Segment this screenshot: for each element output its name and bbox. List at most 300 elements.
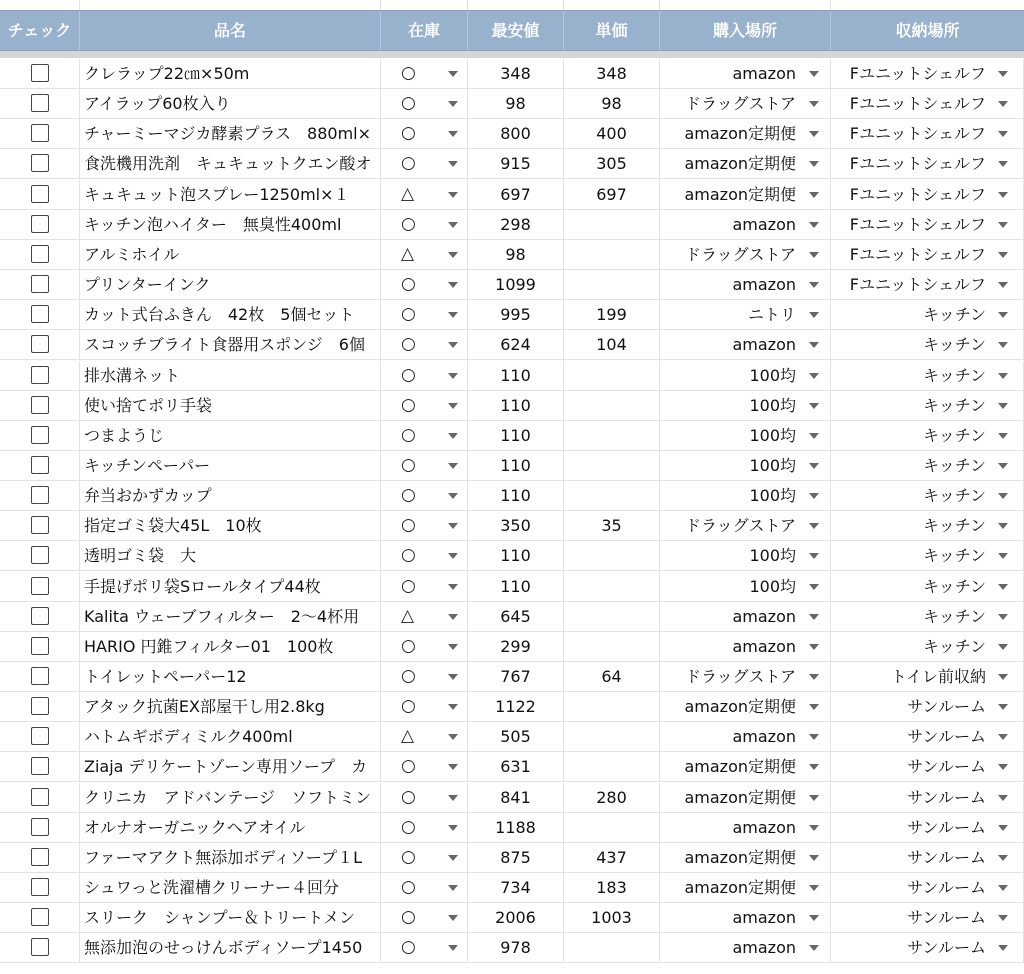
min-price-cell[interactable]: 98: [468, 240, 564, 269]
storage-place-cell[interactable]: [831, 813, 1024, 842]
chevron-down-icon[interactable]: [808, 481, 820, 510]
row-checkbox[interactable]: [31, 818, 49, 836]
unit-price-cell[interactable]: 348: [564, 59, 660, 88]
unit-price-cell[interactable]: 183: [564, 873, 660, 902]
chevron-down-icon[interactable]: [808, 89, 820, 118]
storage-place-cell[interactable]: [831, 391, 1024, 420]
unit-price-cell[interactable]: 64: [564, 662, 660, 691]
storage-place-cell[interactable]: [831, 59, 1024, 88]
name-cell[interactable]: ファーマアクト無添加ボディソープ１L: [80, 843, 381, 872]
stock-cell[interactable]: [381, 59, 468, 88]
storage-place-cell[interactable]: [831, 662, 1024, 691]
purchase-place-cell[interactable]: [660, 391, 831, 420]
purchase-place-cell[interactable]: [660, 722, 831, 751]
min-price-cell[interactable]: 995: [468, 300, 564, 329]
chevron-down-icon[interactable]: [997, 752, 1009, 781]
chevron-down-icon[interactable]: [447, 330, 459, 359]
storage-place-cell[interactable]: [831, 632, 1024, 661]
chevron-down-icon[interactable]: [808, 421, 820, 450]
storage-place-cell[interactable]: [831, 722, 1024, 751]
unit-price-cell[interactable]: [564, 572, 660, 601]
row-checkbox[interactable]: [31, 64, 49, 82]
row-checkbox[interactable]: [31, 94, 49, 112]
row-checkbox[interactable]: [31, 637, 49, 655]
row-checkbox[interactable]: [31, 727, 49, 745]
storage-place-cell[interactable]: [831, 933, 1024, 962]
min-price-cell[interactable]: 110: [468, 361, 564, 390]
name-cell[interactable]: 使い捨てポリ手袋: [80, 391, 381, 420]
chevron-down-icon[interactable]: [447, 873, 459, 902]
chevron-down-icon[interactable]: [997, 813, 1009, 842]
storage-place-cell[interactable]: [831, 843, 1024, 872]
min-price-cell[interactable]: 505: [468, 722, 564, 751]
purchase-place-cell[interactable]: [660, 541, 831, 570]
unit-price-cell[interactable]: [564, 632, 660, 661]
chevron-down-icon[interactable]: [808, 541, 820, 570]
stock-cell[interactable]: [381, 602, 468, 631]
purchase-place-cell[interactable]: [660, 692, 831, 721]
chevron-down-icon[interactable]: [808, 210, 820, 239]
storage-place-cell[interactable]: [831, 783, 1024, 812]
purchase-place-cell[interactable]: [660, 240, 831, 269]
purchase-place-cell[interactable]: [660, 752, 831, 781]
storage-place-cell[interactable]: [831, 481, 1024, 510]
min-price-cell[interactable]: 110: [468, 572, 564, 601]
unit-price-cell[interactable]: [564, 481, 660, 510]
unit-price-cell[interactable]: 305: [564, 149, 660, 178]
chevron-down-icon[interactable]: [447, 59, 459, 88]
min-price-cell[interactable]: 645: [468, 602, 564, 631]
chevron-down-icon[interactable]: [447, 752, 459, 781]
storage-place-cell[interactable]: [831, 119, 1024, 148]
row-checkbox[interactable]: [31, 185, 49, 203]
chevron-down-icon[interactable]: [447, 632, 459, 661]
chevron-down-icon[interactable]: [808, 511, 820, 540]
unit-price-cell[interactable]: [564, 752, 660, 781]
chevron-down-icon[interactable]: [808, 240, 820, 269]
chevron-down-icon[interactable]: [447, 300, 459, 329]
min-price-cell[interactable]: 110: [468, 391, 564, 420]
row-checkbox[interactable]: [31, 456, 49, 474]
unit-price-cell[interactable]: 35: [564, 511, 660, 540]
chevron-down-icon[interactable]: [447, 89, 459, 118]
purchase-place-cell[interactable]: [660, 903, 831, 932]
purchase-place-cell[interactable]: [660, 149, 831, 178]
chevron-down-icon[interactable]: [447, 903, 459, 932]
stock-cell[interactable]: [381, 873, 468, 902]
chevron-down-icon[interactable]: [997, 330, 1009, 359]
purchase-place-cell[interactable]: [660, 511, 831, 540]
min-price-cell[interactable]: 350: [468, 511, 564, 540]
stock-cell[interactable]: [381, 783, 468, 812]
name-cell[interactable]: クレラップ22㎝×50m: [80, 59, 381, 88]
stock-cell[interactable]: [381, 240, 468, 269]
row-checkbox[interactable]: [31, 697, 49, 715]
chevron-down-icon[interactable]: [808, 843, 820, 872]
min-price-cell[interactable]: 299: [468, 632, 564, 661]
chevron-down-icon[interactable]: [808, 602, 820, 631]
chevron-down-icon[interactable]: [997, 451, 1009, 480]
name-cell[interactable]: Kalita ウェーブフィルター 2〜4杯用: [80, 602, 381, 631]
unit-price-cell[interactable]: 104: [564, 330, 660, 359]
min-price-cell[interactable]: 915: [468, 149, 564, 178]
stock-cell[interactable]: [381, 511, 468, 540]
min-price-cell[interactable]: 697: [468, 180, 564, 209]
chevron-down-icon[interactable]: [997, 903, 1009, 932]
chevron-down-icon[interactable]: [997, 481, 1009, 510]
row-checkbox[interactable]: [31, 908, 49, 926]
chevron-down-icon[interactable]: [997, 59, 1009, 88]
row-checkbox[interactable]: [31, 486, 49, 504]
chevron-down-icon[interactable]: [447, 391, 459, 420]
min-price-cell[interactable]: 875: [468, 843, 564, 872]
min-price-cell[interactable]: 110: [468, 481, 564, 510]
chevron-down-icon[interactable]: [808, 361, 820, 390]
storage-place-cell[interactable]: [831, 330, 1024, 359]
chevron-down-icon[interactable]: [997, 240, 1009, 269]
min-price-cell[interactable]: 841: [468, 783, 564, 812]
row-checkbox[interactable]: [31, 124, 49, 142]
name-cell[interactable]: ハトムギボディミルク400ml: [80, 722, 381, 751]
purchase-place-cell[interactable]: [660, 813, 831, 842]
purchase-place-cell[interactable]: [660, 119, 831, 148]
unit-price-cell[interactable]: [564, 602, 660, 631]
unit-price-cell[interactable]: 280: [564, 783, 660, 812]
unit-price-cell[interactable]: [564, 240, 660, 269]
chevron-down-icon[interactable]: [447, 270, 459, 299]
storage-place-cell[interactable]: [831, 240, 1024, 269]
min-price-cell[interactable]: 1122: [468, 692, 564, 721]
stock-cell[interactable]: [381, 330, 468, 359]
storage-place-cell[interactable]: [831, 572, 1024, 601]
chevron-down-icon[interactable]: [997, 89, 1009, 118]
stock-cell[interactable]: [381, 119, 468, 148]
name-cell[interactable]: 手提げポリ袋Sロールタイプ44枚: [80, 572, 381, 601]
chevron-down-icon[interactable]: [808, 933, 820, 962]
stock-cell[interactable]: [381, 903, 468, 932]
chevron-down-icon[interactable]: [808, 59, 820, 88]
purchase-place-cell[interactable]: [660, 330, 831, 359]
chevron-down-icon[interactable]: [997, 722, 1009, 751]
chevron-down-icon[interactable]: [997, 541, 1009, 570]
purchase-place-cell[interactable]: [660, 300, 831, 329]
storage-place-cell[interactable]: [831, 361, 1024, 390]
chevron-down-icon[interactable]: [997, 783, 1009, 812]
chevron-down-icon[interactable]: [997, 421, 1009, 450]
min-price-cell[interactable]: 624: [468, 330, 564, 359]
chevron-down-icon[interactable]: [808, 662, 820, 691]
chevron-down-icon[interactable]: [997, 180, 1009, 209]
chevron-down-icon[interactable]: [997, 149, 1009, 178]
name-cell[interactable]: HARIO 円錐フィルター01 100枚: [80, 632, 381, 661]
name-cell[interactable]: つまようじ: [80, 421, 381, 450]
name-cell[interactable]: チャーミーマジカ酵素プラス 880ml×: [80, 119, 381, 148]
row-checkbox[interactable]: [31, 366, 49, 384]
name-cell[interactable]: Ziaja デリケートゾーン専用ソープ カ: [80, 752, 381, 781]
row-checkbox[interactable]: [31, 878, 49, 896]
stock-cell[interactable]: [381, 933, 468, 962]
min-price-cell[interactable]: 2006: [468, 903, 564, 932]
min-price-cell[interactable]: 98: [468, 89, 564, 118]
storage-place-cell[interactable]: [831, 89, 1024, 118]
row-checkbox[interactable]: [31, 848, 49, 866]
storage-place-cell[interactable]: [831, 752, 1024, 781]
purchase-place-cell[interactable]: [660, 602, 831, 631]
name-cell[interactable]: キッチン泡ハイター 無臭性400ml: [80, 210, 381, 239]
purchase-place-cell[interactable]: [660, 933, 831, 962]
chevron-down-icon[interactable]: [808, 783, 820, 812]
row-checkbox[interactable]: [31, 426, 49, 444]
stock-cell[interactable]: [381, 572, 468, 601]
name-cell[interactable]: アルミホイル: [80, 240, 381, 269]
name-cell[interactable]: 弁当おかずカップ: [80, 481, 381, 510]
stock-cell[interactable]: [381, 752, 468, 781]
min-price-cell[interactable]: 734: [468, 873, 564, 902]
header-unit-price[interactable]: 単価: [564, 11, 660, 50]
stock-cell[interactable]: [381, 722, 468, 751]
unit-price-cell[interactable]: [564, 421, 660, 450]
chevron-down-icon[interactable]: [447, 240, 459, 269]
chevron-down-icon[interactable]: [447, 602, 459, 631]
chevron-down-icon[interactable]: [808, 632, 820, 661]
chevron-down-icon[interactable]: [997, 300, 1009, 329]
name-cell[interactable]: 透明ゴミ袋 大: [80, 541, 381, 570]
chevron-down-icon[interactable]: [808, 813, 820, 842]
min-price-cell[interactable]: 110: [468, 421, 564, 450]
unit-price-cell[interactable]: [564, 451, 660, 480]
chevron-down-icon[interactable]: [808, 903, 820, 932]
chevron-down-icon[interactable]: [808, 300, 820, 329]
stock-cell[interactable]: [381, 451, 468, 480]
chevron-down-icon[interactable]: [997, 572, 1009, 601]
header-stock[interactable]: 在庫: [381, 11, 468, 50]
row-checkbox[interactable]: [31, 245, 49, 263]
chevron-down-icon[interactable]: [997, 511, 1009, 540]
chevron-down-icon[interactable]: [447, 783, 459, 812]
chevron-down-icon[interactable]: [808, 451, 820, 480]
stock-cell[interactable]: [381, 421, 468, 450]
chevron-down-icon[interactable]: [447, 933, 459, 962]
chevron-down-icon[interactable]: [447, 481, 459, 510]
stock-cell[interactable]: [381, 270, 468, 299]
min-price-cell[interactable]: 1099: [468, 270, 564, 299]
name-cell[interactable]: アタック抗菌EX部屋干し用2.8kg: [80, 692, 381, 721]
purchase-place-cell[interactable]: [660, 270, 831, 299]
min-price-cell[interactable]: 348: [468, 59, 564, 88]
stock-cell[interactable]: [381, 662, 468, 691]
chevron-down-icon[interactable]: [808, 391, 820, 420]
stock-cell[interactable]: [381, 361, 468, 390]
unit-price-cell[interactable]: [564, 391, 660, 420]
chevron-down-icon[interactable]: [447, 119, 459, 148]
stock-cell[interactable]: [381, 300, 468, 329]
chevron-down-icon[interactable]: [447, 541, 459, 570]
chevron-down-icon[interactable]: [997, 119, 1009, 148]
purchase-place-cell[interactable]: [660, 572, 831, 601]
min-price-cell[interactable]: 800: [468, 119, 564, 148]
row-checkbox[interactable]: [31, 275, 49, 293]
chevron-down-icon[interactable]: [447, 572, 459, 601]
stock-cell[interactable]: [381, 89, 468, 118]
purchase-place-cell[interactable]: [660, 843, 831, 872]
unit-price-cell[interactable]: [564, 722, 660, 751]
storage-place-cell[interactable]: [831, 451, 1024, 480]
stock-cell[interactable]: [381, 843, 468, 872]
chevron-down-icon[interactable]: [997, 692, 1009, 721]
name-cell[interactable]: オルナオーガニックヘアオイル: [80, 813, 381, 842]
chevron-down-icon[interactable]: [997, 843, 1009, 872]
chevron-down-icon[interactable]: [808, 119, 820, 148]
chevron-down-icon[interactable]: [447, 210, 459, 239]
stock-cell[interactable]: [381, 149, 468, 178]
header-check[interactable]: チェック: [0, 11, 80, 50]
storage-place-cell[interactable]: [831, 421, 1024, 450]
row-checkbox[interactable]: [31, 305, 49, 323]
purchase-place-cell[interactable]: [660, 451, 831, 480]
purchase-place-cell[interactable]: [660, 210, 831, 239]
storage-place-cell[interactable]: [831, 300, 1024, 329]
name-cell[interactable]: 無添加泡のせっけんボディソープ1450: [80, 933, 381, 962]
row-checkbox[interactable]: [31, 154, 49, 172]
min-price-cell[interactable]: 767: [468, 662, 564, 691]
storage-place-cell[interactable]: [831, 149, 1024, 178]
purchase-place-cell[interactable]: [660, 89, 831, 118]
min-price-cell[interactable]: 298: [468, 210, 564, 239]
name-cell[interactable]: プリンターインク: [80, 270, 381, 299]
purchase-place-cell[interactable]: [660, 481, 831, 510]
unit-price-cell[interactable]: [564, 692, 660, 721]
chevron-down-icon[interactable]: [808, 873, 820, 902]
unit-price-cell[interactable]: [564, 813, 660, 842]
unit-price-cell[interactable]: [564, 210, 660, 239]
chevron-down-icon[interactable]: [997, 933, 1009, 962]
stock-cell[interactable]: [381, 692, 468, 721]
chevron-down-icon[interactable]: [447, 692, 459, 721]
stock-cell[interactable]: [381, 541, 468, 570]
name-cell[interactable]: スコッチブライト食器用スポンジ 6個: [80, 330, 381, 359]
min-price-cell[interactable]: 1188: [468, 813, 564, 842]
name-cell[interactable]: アイラップ60枚入り: [80, 89, 381, 118]
storage-place-cell[interactable]: [831, 210, 1024, 239]
name-cell[interactable]: カット式台ふきん 42枚 5個セット: [80, 300, 381, 329]
storage-place-cell[interactable]: [831, 873, 1024, 902]
chevron-down-icon[interactable]: [808, 692, 820, 721]
chevron-down-icon[interactable]: [997, 662, 1009, 691]
purchase-place-cell[interactable]: [660, 783, 831, 812]
header-storage-place[interactable]: 収納場所: [895, 21, 960, 40]
chevron-down-icon[interactable]: [808, 330, 820, 359]
chevron-down-icon[interactable]: [447, 662, 459, 691]
row-checkbox[interactable]: [31, 396, 49, 414]
storage-place-cell[interactable]: [831, 903, 1024, 932]
name-cell[interactable]: 排水溝ネット: [80, 361, 381, 390]
chevron-down-icon[interactable]: [808, 180, 820, 209]
row-checkbox[interactable]: [31, 607, 49, 625]
chevron-down-icon[interactable]: [447, 843, 459, 872]
storage-place-cell[interactable]: [831, 602, 1024, 631]
chevron-down-icon[interactable]: [808, 270, 820, 299]
row-checkbox[interactable]: [31, 546, 49, 564]
chevron-down-icon[interactable]: [997, 391, 1009, 420]
chevron-down-icon[interactable]: [808, 722, 820, 751]
storage-place-cell[interactable]: [831, 511, 1024, 540]
unit-price-cell[interactable]: [564, 933, 660, 962]
min-price-cell[interactable]: 978: [468, 933, 564, 962]
storage-place-cell[interactable]: [831, 270, 1024, 299]
name-cell[interactable]: キュキュット泡スプレー1250ml×１: [80, 180, 381, 209]
name-cell[interactable]: クリニカ アドバンテージ ソフトミン: [80, 783, 381, 812]
unit-price-cell[interactable]: 400: [564, 119, 660, 148]
stock-cell[interactable]: [381, 391, 468, 420]
chevron-down-icon[interactable]: [447, 361, 459, 390]
unit-price-cell[interactable]: [564, 361, 660, 390]
unit-price-cell[interactable]: 437: [564, 843, 660, 872]
purchase-place-cell[interactable]: [660, 662, 831, 691]
purchase-place-cell[interactable]: [660, 59, 831, 88]
chevron-down-icon[interactable]: [997, 602, 1009, 631]
chevron-down-icon[interactable]: [997, 873, 1009, 902]
name-cell[interactable]: スリーク シャンプー＆トリートメン: [80, 903, 381, 932]
chevron-down-icon[interactable]: [808, 149, 820, 178]
purchase-place-cell[interactable]: [660, 632, 831, 661]
unit-price-cell[interactable]: 697: [564, 180, 660, 209]
chevron-down-icon[interactable]: [997, 210, 1009, 239]
chevron-down-icon[interactable]: [447, 149, 459, 178]
purchase-place-cell[interactable]: [660, 180, 831, 209]
chevron-down-icon[interactable]: [447, 180, 459, 209]
storage-place-cell[interactable]: [831, 180, 1024, 209]
stock-cell[interactable]: [381, 481, 468, 510]
purchase-place-cell[interactable]: [660, 421, 831, 450]
unit-price-cell[interactable]: 98: [564, 89, 660, 118]
name-cell[interactable]: シュワっと洗濯槽クリーナー４回分: [80, 873, 381, 902]
chevron-down-icon[interactable]: [808, 752, 820, 781]
chevron-down-icon[interactable]: [997, 270, 1009, 299]
name-cell[interactable]: キッチンペーパー: [80, 451, 381, 480]
unit-price-cell[interactable]: [564, 270, 660, 299]
chevron-down-icon[interactable]: [997, 632, 1009, 661]
min-price-cell[interactable]: 110: [468, 451, 564, 480]
header-purchase-place[interactable]: 購入場所: [660, 11, 831, 50]
purchase-place-cell[interactable]: [660, 361, 831, 390]
row-checkbox[interactable]: [31, 335, 49, 353]
chevron-down-icon[interactable]: [997, 361, 1009, 390]
row-checkbox[interactable]: [31, 516, 49, 534]
chevron-down-icon[interactable]: [808, 572, 820, 601]
row-checkbox[interactable]: [31, 788, 49, 806]
storage-place-cell[interactable]: [831, 692, 1024, 721]
chevron-down-icon[interactable]: [447, 722, 459, 751]
unit-price-cell[interactable]: [564, 541, 660, 570]
min-price-cell[interactable]: 631: [468, 752, 564, 781]
storage-place-cell[interactable]: [831, 541, 1024, 570]
purchase-place-cell[interactable]: [660, 873, 831, 902]
name-cell[interactable]: 指定ゴミ袋大45L 10枚: [80, 511, 381, 540]
row-checkbox[interactable]: [31, 215, 49, 233]
min-price-cell[interactable]: 110: [468, 541, 564, 570]
chevron-down-icon[interactable]: [447, 421, 459, 450]
unit-price-cell[interactable]: 199: [564, 300, 660, 329]
stock-cell[interactable]: [381, 813, 468, 842]
name-cell[interactable]: 食洗機用洗剤 キュキュットクエン酸オ: [80, 149, 381, 178]
chevron-down-icon[interactable]: [447, 813, 459, 842]
chevron-down-icon[interactable]: [447, 511, 459, 540]
row-checkbox[interactable]: [31, 667, 49, 685]
stock-cell[interactable]: [381, 210, 468, 239]
stock-cell[interactable]: [381, 180, 468, 209]
row-checkbox[interactable]: [31, 577, 49, 595]
row-checkbox[interactable]: [31, 938, 49, 956]
